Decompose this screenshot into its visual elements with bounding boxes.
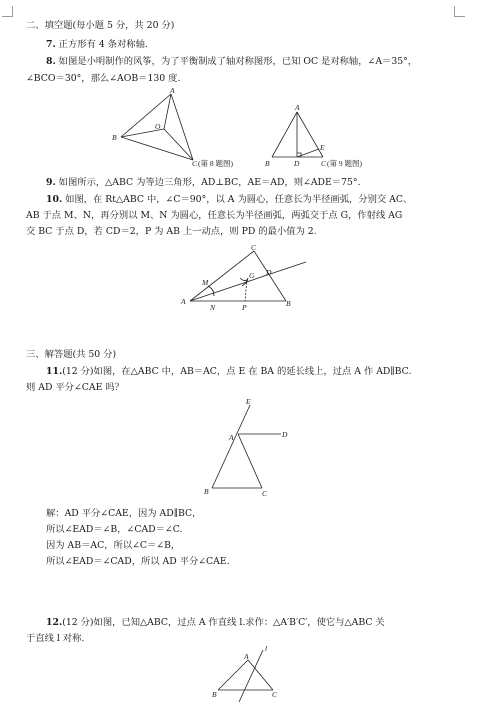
point-label-d: D: [282, 430, 288, 439]
point-label-c: C: [192, 159, 198, 168]
point-label-b: B: [212, 690, 217, 699]
section-heading: 二、填空题(每小题 5 分，共 20 分): [26, 20, 175, 31]
question-11-cont: 则 AD 平分∠CAE 吗？: [26, 382, 124, 393]
figure-9: [262, 100, 382, 172]
question-11: [46, 366, 479, 378]
question-8: [46, 56, 479, 68]
point-label-n: N: [210, 303, 216, 312]
question-text: 正方形有 4 条对称轴.: [55, 39, 148, 50]
solution-line: 解：AD 平分∠CAE，因为 AD∥BC，: [46, 508, 202, 519]
question-10-cont: 交 BC 于点 D，若 CD＝2，P 为 AB 上一动点，则 PD 的最小值为 2.: [26, 226, 317, 237]
point-label-b: B: [112, 133, 117, 142]
solution-line: 所以∠EAD＝∠CAD，所以 AD 平分∠CAE.: [46, 556, 230, 567]
figure-12: [206, 640, 296, 708]
question-12: [46, 617, 479, 629]
figure-8: [108, 84, 258, 174]
point-label-b: B: [286, 299, 291, 308]
point-label-c: C: [272, 690, 278, 699]
figure-11: [198, 393, 298, 501]
question-number: 8.: [46, 56, 56, 67]
line-label-l: l: [265, 644, 268, 653]
question-12-cont: 于直线 l 对称.: [26, 633, 85, 644]
question-number: 10.: [46, 194, 63, 205]
question-number: 9.: [46, 177, 56, 188]
question-8-cont: ∠BCO＝30°，那么∠AOB＝130 度.: [26, 73, 181, 84]
point-label-d: D: [266, 268, 272, 277]
point-label-b: B: [204, 487, 209, 496]
point-label-a: A: [244, 652, 249, 661]
figure-caption: (第 9 题图): [327, 159, 362, 168]
point-label-e: E: [320, 143, 325, 152]
margin-corner-mark: [454, 6, 465, 17]
point-label-e: E: [246, 397, 251, 406]
question-text: (12 分)如图，在△ABC 中，AB＝AC，点 E 在 BA 的延长线上，过点 A 作 AD∥BC.: [62, 366, 412, 377]
point-label-c: C: [251, 243, 257, 252]
point-label-g: G: [249, 271, 255, 280]
question-text: 如图所示，△ABC 为等边三角形，AD⊥BC，AE＝AD，则∠ADE＝75°.: [55, 177, 361, 188]
figure-10: [178, 242, 318, 314]
point-label-p: P: [242, 303, 247, 312]
point-label-a: A: [229, 433, 234, 442]
question-number: 11.: [46, 366, 63, 377]
margin-corner-mark: [2, 6, 13, 17]
solution-line: 因为 AB＝AC，所以∠C＝∠B，: [46, 540, 181, 551]
question-9: [46, 177, 479, 189]
question-text: 如图，在 Rt△ABC 中，∠C＝90°，以 A 为圆心，任意长为半径画弧，分别交 AC、: [62, 194, 413, 205]
point-label-c: C: [262, 489, 268, 498]
point-label-a: A: [181, 297, 186, 306]
question-number: 7.: [46, 39, 56, 50]
question-text: (12 分)如图，已知△ABC，过点 A 作直线 l.求作：△A′B′C′，使它与△ABC 关: [62, 617, 385, 628]
solution-line: 所以∠EAD＝∠B，∠CAD＝∠C.: [46, 524, 183, 535]
question-7: [46, 39, 479, 51]
question-10-cont: AB 于点 M、N，再分别以 M、N 为圆心，任意长为半径画弧，两弧交于点 G，作射线 AG: [26, 210, 403, 221]
point-label-b: B: [265, 159, 270, 168]
point-label-a: A: [170, 86, 175, 95]
question-number: 12.: [46, 617, 63, 628]
figure-caption: (第 8 题图): [198, 159, 233, 168]
point-label-d: D: [294, 159, 300, 168]
point-label-m: M: [202, 278, 209, 287]
question-text: 如图是小明制作的风筝，为了平衡制成了轴对称图形，已知 OC 是对称轴，∠A＝35°，: [55, 56, 418, 67]
point-label-o: O: [155, 122, 161, 131]
point-label-a: A: [295, 103, 300, 112]
question-10: [46, 194, 479, 206]
point-label-c: C: [321, 159, 327, 168]
section-heading: 三、解答题(共 50 分): [26, 349, 117, 360]
